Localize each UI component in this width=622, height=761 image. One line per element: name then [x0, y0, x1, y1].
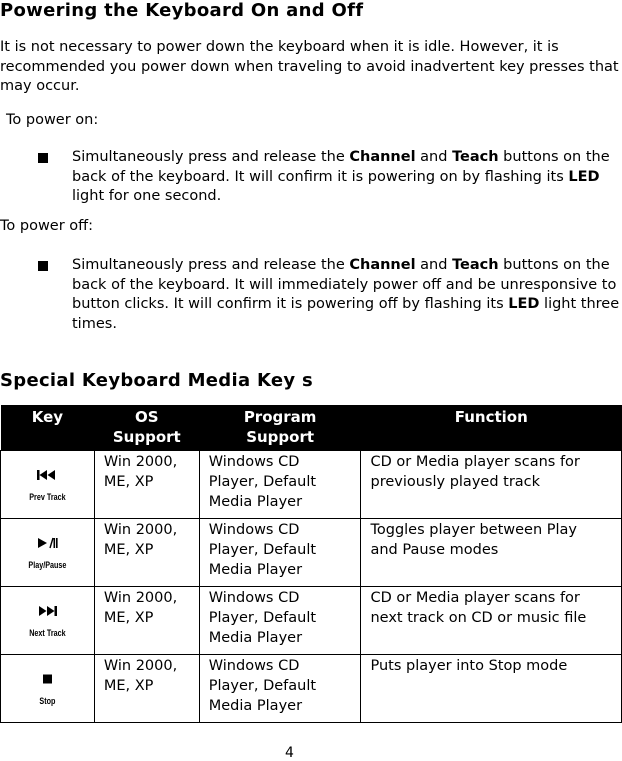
function-cell: Puts player into Stop mode	[361, 655, 622, 723]
table-row	[1, 451, 622, 519]
heading-media-keys: Special Keyboard Media Key s	[0, 370, 314, 391]
stop-icon	[36, 673, 58, 685]
bullet-square-icon	[38, 153, 48, 163]
program-cell: Windows CD Player, Default Media Player	[199, 587, 361, 655]
table-row	[1, 587, 622, 655]
prev-track-icon	[36, 469, 58, 481]
table-row	[1, 519, 622, 587]
play-pause-icon	[36, 537, 58, 549]
header-os-support: OS Support	[94, 405, 199, 451]
function-cell: CD or Media player scans for next track on CD or music file	[361, 587, 622, 655]
bullet-square-icon	[38, 261, 48, 271]
function-cell: CD or Media player scans for previously played track	[361, 451, 622, 519]
power-on-instructions: Simultaneously press and release the Channel and Teach buttons on the back of the keyboard. It will confirm it is powering on by flashing its LED light for one second.	[72, 149, 610, 204]
key-label: Play/Pause	[28, 559, 67, 570]
heading-powering: Powering the Keyboard On and Off	[0, 0, 364, 21]
next-track-icon	[36, 605, 58, 617]
intro-paragraph: It is not necessary to power down the keyboard when it is idle. However, it is recommended you power down when traveling to avoid inadvertent key presses that may occur.	[0, 39, 619, 94]
program-cell: Windows CD Player, Default Media Player	[199, 519, 361, 587]
key-cell	[1, 655, 95, 723]
os-cell: Win 2000, ME, XP	[94, 587, 199, 655]
key-label: Next Track	[29, 627, 66, 638]
key-cell	[1, 451, 95, 519]
os-cell: Win 2000, ME, XP	[94, 519, 199, 587]
key-label: Prev Track	[29, 491, 66, 502]
program-cell: Windows CD Player, Default Media Player	[199, 655, 361, 723]
power-off-label: To power off:	[0, 218, 94, 234]
key-cell	[1, 587, 95, 655]
program-cell: Windows CD Player, Default Media Player	[199, 451, 361, 519]
table-row	[1, 655, 622, 723]
page-number: 4	[285, 745, 294, 761]
key-cell	[1, 519, 95, 587]
table-header-row	[1, 405, 622, 451]
power-off-instructions: Simultaneously press and release the Channel and Teach buttons on the back of the keyboard. It will immediately power off and be unresponsive to button clicks. It will confirm it is powering off by flashing its LED light three times.	[72, 257, 620, 332]
function-cell: Toggles player between Play and Pause modes	[361, 519, 622, 587]
header-function: Function	[361, 405, 622, 451]
header-program-support: Program Support	[199, 405, 361, 451]
header-key: Key	[1, 405, 95, 451]
os-cell: Win 2000, ME, XP	[94, 451, 199, 519]
power-on-label: To power on:	[6, 112, 99, 128]
os-cell: Win 2000, ME, XP	[94, 655, 199, 723]
key-label: Stop	[39, 695, 56, 706]
media-keys-table	[0, 405, 622, 723]
